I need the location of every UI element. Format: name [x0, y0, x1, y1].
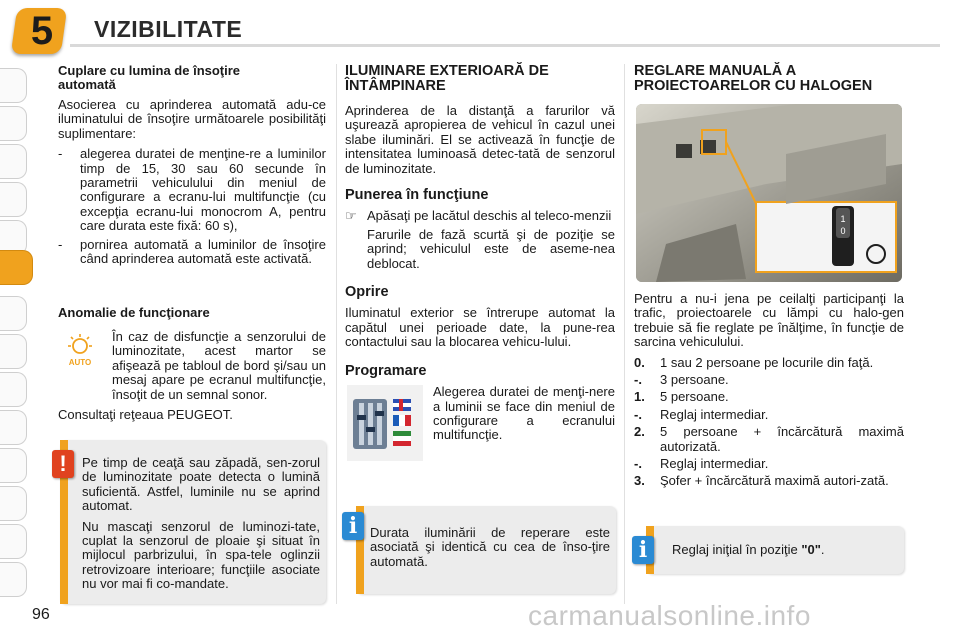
chapter-tab-8[interactable] [0, 334, 27, 369]
right-body [634, 292, 904, 492]
chapter-tab-12[interactable] [0, 486, 27, 521]
anomaly-section [58, 306, 326, 428]
programming-title: Programare [345, 362, 427, 379]
auto-lights-warning-icon [62, 334, 98, 368]
settings-sliders-icon [347, 385, 423, 461]
warning-text-2: Nu mascaţi senzorul de luminozi-tate, cuplat la senzorul de ploaie şi situat în mijlocul parbrizului, în spa-tele oglinzii retrovizoare interioare; funcţiile asociate nu vor mai fi co-mandate. [82, 518, 320, 592]
list-item: 2. 5 persoane + încărcătură maximă autorizată. [634, 424, 904, 454]
info-box-initial: Reglaj iniţial în poziţie "0". [646, 526, 904, 574]
list-item: -. Reglaj intermediar. [634, 456, 769, 472]
stop-title: Oprire [345, 284, 389, 301]
warning-box [60, 440, 326, 604]
page-number: 96 [32, 606, 50, 623]
activation-result: Farurile de fază scurtă şi de poziţie se aprind; vehiculul este de aseme-nea deblocat. [367, 226, 615, 271]
chapter-tab-10[interactable] [0, 410, 27, 445]
list-item: - pornirea automată a luminilor de însoţire când aprinderea automată este activată. [58, 236, 326, 267]
list-item: ☞ Apăsaţi pe lacătul deschis al teleco-menzii [345, 208, 612, 224]
coupling-intro: Asocierea cu aprinderea automată adu-ce iluminatului de însoţire următoarele posibilităţi suplimentare: [58, 97, 326, 141]
consult-text: Consultaţi reţeaua PEUGEOT. [58, 407, 233, 423]
headlamp-adjust-title: REGLARE MANUALĂ A PROIECTOARELOR CU HALOGEN [634, 63, 873, 94]
chapter-tab-4[interactable] [0, 182, 27, 217]
chapter-tab-13[interactable] [0, 524, 27, 559]
chapter-tab-active[interactable] [0, 250, 33, 285]
stop-text: Iluminatul exterior se întrerupe automat la capătul unei perioade date, la pune-rea contactului sau la blocarea vehicu-lului. [345, 305, 615, 350]
list-item: 1. 5 persoane. [634, 389, 729, 405]
page-title: VIZIBILITATE [94, 16, 243, 42]
chapter-number: 5 [30, 9, 54, 53]
warning-text-1: Pe timp de ceaţă sau zăpadă, sen-zorul de luminozitate poate detecta o lumină suficientă. Astfel, luminile nu se aprind automat. [82, 455, 320, 514]
list-item: 0. 1 sau 2 persoane pe locurile din faţă. [634, 354, 874, 370]
info-initial-value: "0" [801, 542, 821, 557]
info-initial-text: Reglaj iniţial în poziţie [672, 542, 798, 557]
chapter-tab-14[interactable] [0, 562, 27, 597]
header-divider [70, 44, 940, 47]
warning-icon: ! [52, 450, 74, 478]
anomaly-text: În caz de disfuncţie a senzorului de luminozitate, acest martor se afişează pe tabloul de bord şi/sau un mesaj apare pe ecranul multifuncţie, însoţit de un semnal sonor. [112, 329, 326, 402]
chapter-tab-11[interactable] [0, 448, 27, 483]
dashboard-illustration [636, 104, 902, 282]
chapter-tab-7[interactable] [0, 296, 27, 331]
info-icon: i [342, 512, 364, 540]
info-icon: i [632, 536, 654, 564]
headlamp-switch-photo [636, 104, 902, 282]
watermark: carmanualsonline.info [528, 600, 811, 631]
info-box-duration [356, 506, 616, 594]
info-duration-text: Durata iluminării de reperare este asociată şi identică cu cea de înso-ţire automată. [370, 525, 610, 569]
activation-title: Punerea în funcţiune [345, 187, 489, 204]
coupling-title: Cuplare cu lumina de însoţire automată [58, 63, 241, 92]
chapter-tab-3[interactable] [0, 144, 27, 179]
settings-menu-image [347, 385, 423, 461]
left-column [58, 64, 326, 270]
chapter-tab-9[interactable] [0, 372, 27, 407]
pointer-icon: ☞ [345, 208, 357, 224]
middle-column [345, 64, 615, 449]
welcome-lighting-title: ILUMINARE EXTERIOARĂ DE ÎNTÂMPINARE [345, 63, 549, 94]
chapter-tab-2[interactable] [0, 106, 27, 141]
svg-text:AUTO: AUTO [68, 358, 92, 367]
list-item: -. Reglaj intermediar. [634, 406, 769, 422]
list-item: 3. Şofer + încărcătură maximă autori-zată. [634, 473, 889, 489]
chapter-tab-1[interactable] [0, 68, 27, 103]
svg-text:0: 0 [840, 226, 846, 236]
svg-text:1: 1 [840, 214, 846, 224]
right-column [634, 64, 904, 104]
list-item: -. 3 persoane. [634, 372, 729, 388]
list-item: - alegerea duratei de menţine-re a luminilor timp de 15, 30 sau 60 secunde în parametrii vehiculului din meniul de configurare a ecranu-lui multifuncţie (cu excepţia ecranu-lui monocrom A, pentru care durata este fixă: 60 s), [58, 146, 326, 234]
anomaly-title: Anomalie de funcţionare [58, 305, 210, 320]
headlamp-intro: Pentru a nu-i jena pe ceilalţi participanţi la trafic, proiectoarele cu lămpi cu halo-gen trebuie să fie reglate pe înălţime, în funcţie de sarcina vehiculului. [634, 291, 904, 350]
welcome-lighting-intro: Aprinderea de la distanţă a farurilor vă uşurează apropierea de vehicul în cazul unei slabe iluminări. El se activează în funcţie de intensitatea luminoasă detec-tată de senzorul de luminozitate. [345, 103, 615, 176]
programming-text: Alegerea duratei de menţi-nere a luminii se face din meniul de configurare a ecranului multifuncţie. [433, 384, 615, 443]
